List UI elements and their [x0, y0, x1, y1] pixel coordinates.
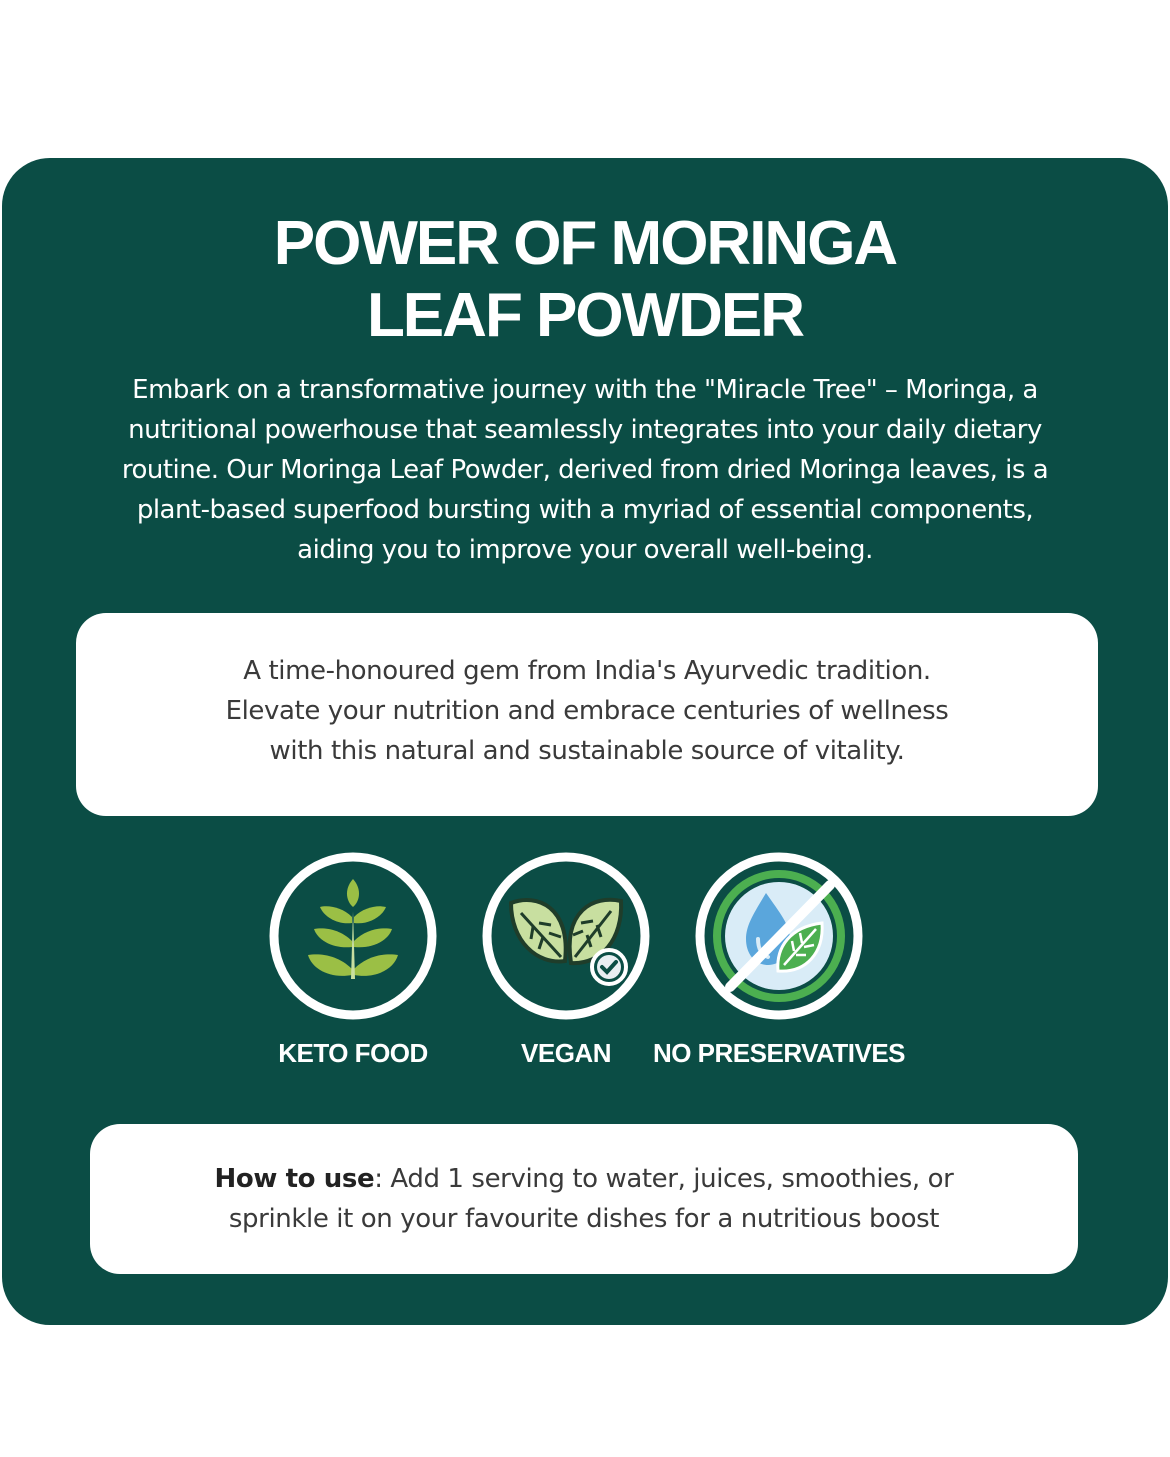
moringa-info-panel [2, 158, 1168, 1325]
usage-line-2: sprinkle it on your favourite dishes for a nutritious boost [228, 1204, 940, 1234]
title-line-2: LEAF POWDER [366, 281, 804, 350]
tradition-line: Elevate your nutrition and embrace centuries of wellness [225, 696, 949, 726]
vegan-label: VEGAN [521, 1038, 611, 1068]
usage-label: How to use [214, 1164, 375, 1194]
tradition-card [76, 613, 1098, 816]
no-preservatives-label: NO PRESERVATIVES [652, 1038, 906, 1068]
how-to-use-card [90, 1124, 1078, 1274]
no-preservatives-icon [694, 851, 864, 1021]
wheat-icon [268, 851, 438, 1021]
page-title [2, 208, 1168, 352]
usage-line-1 [90, 1159, 1078, 1199]
intro-line: aiding you to improve your overall well-being. [297, 535, 873, 565]
keto-label: KETO FOOD [278, 1038, 428, 1068]
vegan-badge [481, 851, 651, 1021]
intro-line: routine. Our Moringa Leaf Powder, derived from dried Moringa leaves, is a [121, 455, 1049, 485]
tradition-line: A time-honoured gem from India's Ayurvedic tradition. [243, 656, 931, 686]
tradition-line: with this natural and sustainable source of vitality. [269, 736, 905, 766]
vegan-leaves-icon [481, 851, 651, 1021]
intro-paragraph [62, 370, 1108, 570]
no-preservatives-badge [694, 851, 864, 1021]
intro-line: Embark on a transformative journey with the "Miracle Tree" – Moringa, a [132, 375, 1038, 405]
usage-text: : Add 1 serving to water, juices, smoothies, or [374, 1164, 954, 1194]
intro-line: nutritional powerhouse that seamlessly integrates into your daily dietary [128, 415, 1042, 445]
keto-badge [268, 851, 438, 1021]
title-line-1: POWER OF MORINGA [273, 209, 897, 278]
intro-line: plant-based superfood bursting with a myriad of essential components, [136, 495, 1034, 525]
